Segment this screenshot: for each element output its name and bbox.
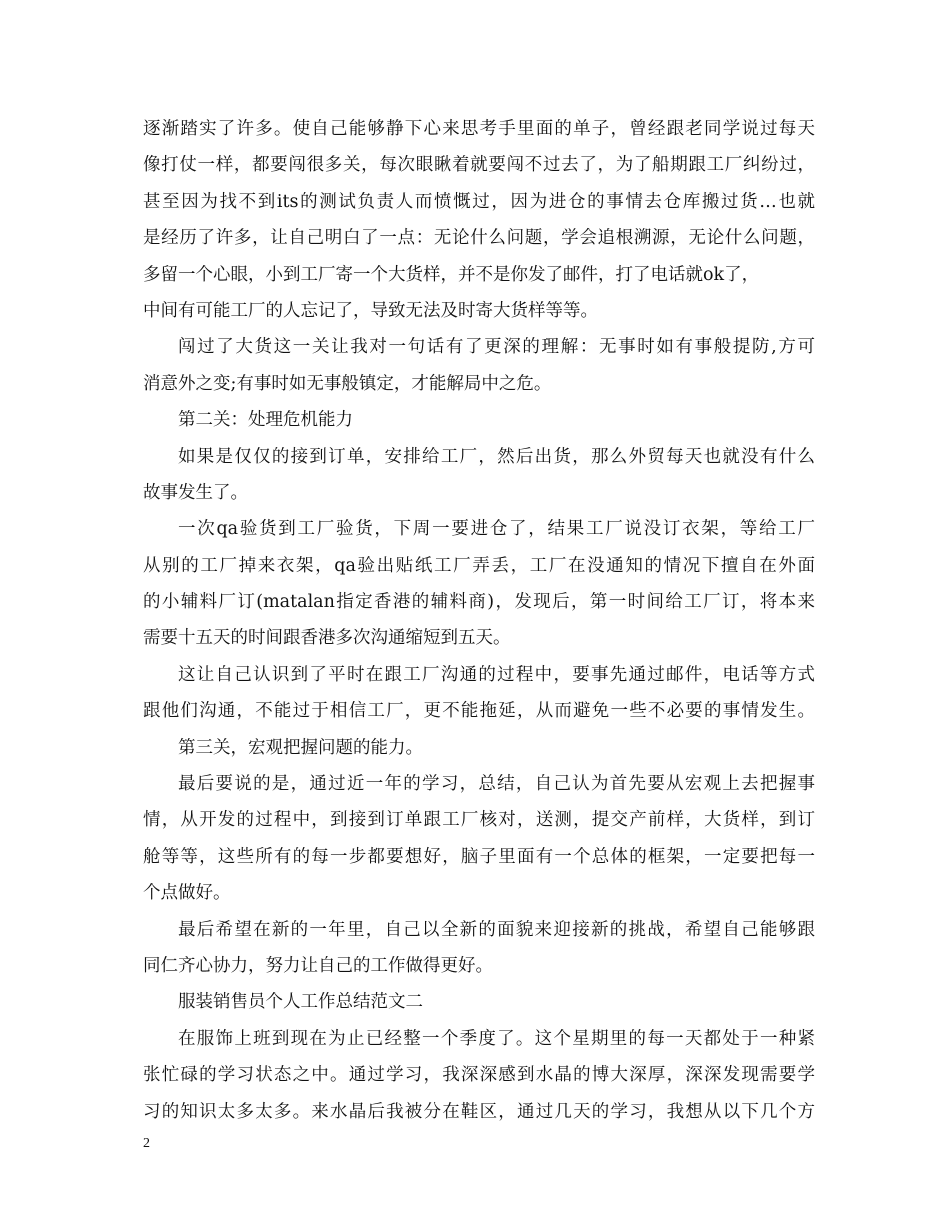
text-line: 像打仗一样，都要闯很多关，每次眼瞅着就要闯不过去了，为了船期跟工厂纠纷过，	[143, 155, 815, 176]
text-line: 在服饰上班到现在为止已经整一个季度了。这个星期里的每一天都处于一种紧	[178, 1028, 815, 1049]
text-line: 情，从开发的过程中，到接到订单跟工厂核对，送测，提交产前样，大货样，到订	[143, 810, 815, 831]
text-line: 逐渐踏实了许多。使自己能够静下心来思考手里面的单子，曾经跟老同学说过每天	[143, 119, 815, 139]
text-line: 从别的工厂掉来衣架，qa验出贴纸工厂弄丢，工厂在没通知的情况下擅自在外面	[143, 555, 815, 576]
text-line: 跟他们沟通，不能过于相信工厂，更不能拖延，从而避免一些不必要的事情发生。	[143, 701, 815, 722]
text-line: 是经历了许多，让自己明白了一点：无论什么问题，学会追根溯源，无论什么问题，	[143, 228, 815, 249]
text-line: 个点做好。	[143, 883, 231, 904]
text-line: 最后要说的是，通过近一年的学习，总结，自己认为首先要从宏观上去把握事	[178, 774, 815, 795]
text-line: 舱等等，这些所有的每一步都要想好，脑子里面有一个总体的框架，一定要把每一	[143, 846, 815, 867]
body-text	[143, 111, 815, 1130]
text-line: 故事发生了。	[143, 482, 248, 503]
page-number: 2	[143, 1136, 150, 1151]
text-line: 如果是仅仅的接到订单，安排给工厂，然后出货，那么外贸每天也就没有什么	[178, 446, 815, 467]
text-line: 中间有可能工厂的人忘记了，导致无法及时寄大货样等等。	[143, 300, 598, 321]
text-line: 张忙碌的学习状态之中。通过学习，我深深感到水晶的博大深厚，深深发现需要学	[143, 1065, 815, 1086]
text-line: 最后希望在新的一年里，自己以全新的面貌来迎接新的挑战，希望自己能够跟	[178, 919, 815, 940]
text-line: 甚至因为找不到its的测试负责人而愤慨过，因为进仓的事情去仓库搬过货…也就	[143, 191, 815, 212]
text-line: 的小辅料厂订(matalan指定香港的辅料商)，发现后，第一时间给工厂订，将本来	[143, 592, 815, 613]
text-line: 这让自己认识到了平时在跟工厂沟通的过程中，要事先通过邮件，电话等方式	[178, 664, 815, 685]
text-line: 第三关，宏观把握问题的能力。	[178, 737, 423, 758]
text-line: 需要十五天的时间跟香港多次沟通缩短到五天。	[143, 628, 511, 649]
text-line: 第二关：处理危机能力	[178, 410, 353, 431]
text-line: 同仁齐心协力，努力让自己的工作做得更好。	[143, 955, 493, 976]
text-line: 习的知识太多太多。来水晶后我被分在鞋区，通过几天的学习，我想从以下几个方	[143, 1101, 815, 1122]
text-line: 闯过了大货这一关让我对一句话有了更深的理解：无事时如有事般提防,方可	[178, 337, 815, 358]
text-line: 一次qa验货到工厂验货，下周一要进仓了，结果工厂说没订衣架，等给工厂	[178, 519, 815, 540]
text-line: 服装销售员个人工作总结范文二	[178, 992, 423, 1013]
text-line: 消意外之变;有事时如无事般镇定，才能解局中之危。	[143, 373, 552, 394]
text-line: 多留一个心眼，小到工厂寄一个大货样，并不是你发了邮件，打了电话就ok了，	[143, 264, 760, 285]
